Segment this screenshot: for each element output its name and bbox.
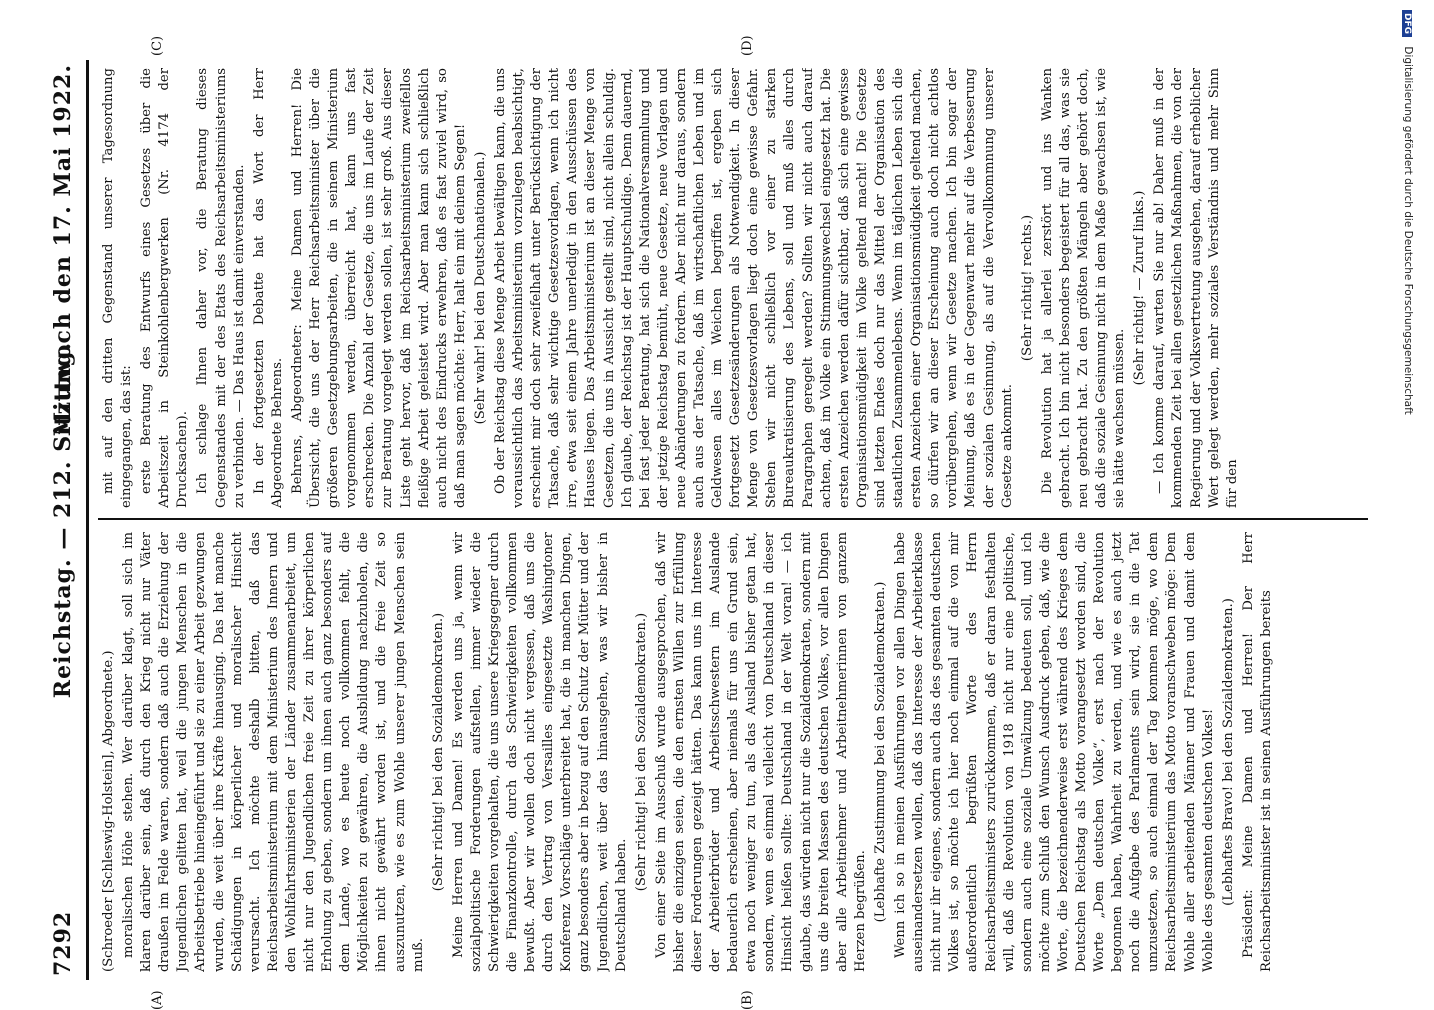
page-header xyxy=(40,60,89,980)
page-number: 7292 xyxy=(50,910,76,976)
right_column-paragraph: Die Revolution hat ja allerlei zerstört und ins Wanken gebracht. Ich bin nicht besonders begeistert für all das, was sie neu gebracht hat. Zu den größten Mängeln aber gehört doch, daß die soziale Gesinnung nicht in dem Maße gewachsen ist, wie sie hätte wachsen müssen. xyxy=(1039,68,1128,508)
left_column-paragraph: (Lebhaftes Bravo! bei den Sozialdemokraten.) xyxy=(1220,598,1236,906)
right_column-paragraph: In der fortgesetzten Debatte hat das Wort der Herr Abgeordnete Behrens. xyxy=(251,68,285,508)
right_column-paragraph: Ob der Reichstag diese Menge Arbeit bewältigen kann, die uns voraussichtlich das Arbeitsministerium vorzulegen beabsichtigt, erscheint mir doch sehr zweifelhaft unter Berücksichtigung der Tatsache, daß sehr wichtige Gesetzesvorlagen, wenn ich nicht irre, etwa seit einem Jahre unerledigt in den Ausschüssen des Hauses liegen. Das Arbeitsministerium ist an dieser Menge von Gesetzen, die uns in Aussicht gestellt sind, nicht allein schuldig. Ich glaube, der Reichstag ist der Hauptschuldige. Denn dauernd, bei fast jeder Beratung, hat sich die Nationalversammlung und der jetzige Reichstag bemüht, neue Gesetze, neue Vorlagen und neue Abänderungen zu fordern. Aber nicht nur daraus, sondern auch aus der Tatsache, daß im wirtschaftlichen Leben und im Geldwesen alles im Weichen begriffen ist, ergeben sich fortgesetzt Gesetzesänderungen als Notwendigkeit. In dieser Menge von Gesetzesvorlagen liegt doch eine gewisse Gefahr. Stehen wir nicht schließlich vor einer zu starken Bureaukratisierung des Lebens, soll und muß alles durch Paragraphen geregelt werden? Sollten wir nicht auch darauf achten, daß im Volke ein Stimmungswechsel eingesetzt hat. Die ersten Anzeichen werden dafür sichtbar, daß sich eine gewisse Organisationsmüdigkeit im Volke geltend macht! Die Gesetze sind letzten Endes doch nur das Mittel der Organisation des staatlichen Zusammenlebens. Wenn im täglichen Leben sich die ersten Anzeichen einer Organisationsmüdigkeit geltend machen, so dürfen wir an dieser Erscheinung auch doch nicht achtlos vorübergehen, wenn wir Gesetze machen. Ich bin sogar der Meinung, daß es in der Gegenwart mehr auf die Verbesserung der sozialen Gesinnung, als auf die Vervollkommnung unserer Gesetze ankommt. xyxy=(492,68,1015,508)
right_column-paragraph: — Ich komme darauf, warten Sie nur ab! Daher muß in der kommenden Zeit bei allen gesetzlichen Maßnahmen, die von der Regierung und der Volksvertretung ausgehen, darauf erheblicher Wert gelegt werden, mehr soziales Verständnis und mehr Sinn für den xyxy=(1152,68,1240,508)
margin-mark-b: (B) xyxy=(740,990,755,1010)
left_column-paragraph: (Schroeder [Schleswig-Holstein], Abgeordnete.) xyxy=(101,650,116,972)
left_column-paragraph: (Sehr richtig! bei den Sozialdemokraten.) xyxy=(633,612,649,892)
right_column-paragraph: (Sehr wahr! bei den Deutschnationalen.) xyxy=(472,151,488,425)
column-divider xyxy=(98,518,1368,520)
page-title: Reichstag. — 212. Sitzung. xyxy=(50,341,76,699)
rotated-print-area xyxy=(40,35,1375,1010)
margin-mark-d: (D) xyxy=(740,35,755,56)
margin-mark-a: (A) xyxy=(150,990,165,1010)
left_column-paragraph: Meine Herren und Damen! Es werden uns ja, wenn wir sozialpolitische Forderungen aufstellen, immer wieder die Schwierigkeiten vorgehalten, die uns unsere Kriegsgegner durch die Finanzkontrolle, durch das Schwierigkeiten vollkommen bewußt. Aber wir wollen doch nicht vergessen, daß uns die durch den Vertrag von Versailles eingesetzte Washingtoner Konferenz Vorschläge unterbreitet hat, die in manchen Dingen, ganz besonders aber in bezug auf den Schutz der Mütter und der Jugendlichen, weit über das hinausgehen, was wir bisher in Deutschland haben. xyxy=(450,532,629,972)
right-column xyxy=(100,68,1370,508)
left-column xyxy=(100,532,1370,972)
right_column-paragraph: (Sehr richtig! — Zuruf links.) xyxy=(1132,190,1148,386)
right_column-paragraph: (Sehr richtig! rechts.) xyxy=(1019,214,1035,362)
digitization-note xyxy=(1400,10,1414,990)
left_column-paragraph: Von einer Seite im Ausschuß wurde ausgesprochen, daß wir bisher die einzigen seien, die den ernsten Willen zur Erfüllung dieser Forderungen gezeigt hätten. Das kann uns im Interesse der Arbeiterbrüder und Arbeitsschwestern im Auslande bedauerlich erscheinen, aber niemals für uns ein Grund sein, etwa noch weniger zu tun, als das Ausland bisher getan hat, sondern, wenn es einmal vielleicht von Deutschland in dieser Hinsicht heißen sollte: Deutschland in der Welt voran! — ich glaube, das würden nicht nur die Sozialdemokraten, sondern mit uns die breiten Massen des deutschen Volkes, vor allen Dingen aber alle Arbeitnehmer und Arbeitnehmerinnen von ganzem Herzen begrüßen. xyxy=(653,532,868,972)
right_column-paragraph: Ich schlage Ihnen daher vor, die Beratung dieses Gegenstandes mit der des Etats des Reichsarbeitsministeriums zu verbinden. — Das Haus ist damit einverstanden. xyxy=(195,68,247,508)
right_column-paragraph: mit auf den dritten Gegenstand unserer Tagesordnung eingegangen, das ist: xyxy=(101,68,135,508)
right_column-paragraph: erste Beratung des Entwurfs eines Gesetzes über die Arbeitszeit in Steinkohlenbergwerken (Nr. 4174 der Drucksachen). xyxy=(139,68,191,508)
left_column-paragraph: (Sehr richtig! bei den Sozialdemokraten.) xyxy=(430,612,446,892)
digitization-text: Digitalisierung gefördert durch die Deutsche Forschungsgemeinschaft xyxy=(1402,46,1414,415)
left_column-paragraph: (Lebhafte Zustimmung bei den Sozialdemokraten.) xyxy=(872,581,888,923)
right_column-paragraph: Behrens, Abgeordneter: Meine Damen und Herren! Die Übersicht, die uns der Herr Reichsarbeitsminister über die größeren Gesetzgebungsarbeiten, die in seinem Ministerium vorgenommen werden, überreicht hat, kann uns fast erschrecken. Die Anzahl der Gesetze, die uns im Laufe der Zeit zur Beratung vorgelegt werden sollen, ist sehr groß. Aus dieser Liste geht hervor, daß im Reichsarbeitsministerium zweifellos fleißige Arbeit geleistet wird. Aber man kann sich schließlich auch nicht des Eindrucks erwehren, daß es fast zuviel wird, so daß man sagen möchte: Herr, halt ein mit deinem Segen! xyxy=(289,68,468,508)
page-date: Mittwoch den 17. Mai 1922. xyxy=(50,64,76,437)
left_column-paragraph: Präsident: Meine Damen und Herren! Der Herr Reichsarbeitsminister ist in seinen Ausführungen bereits xyxy=(1240,532,1274,972)
dfg-logo: DFG xyxy=(1402,10,1412,37)
margin-mark-c: (C) xyxy=(150,35,165,56)
left_column-paragraph: moralischen Höhe stehen. Wer darüber klagt, soll sich im klaren darüber sein, daß durch den Krieg nicht nur Väter draußen im Felde waren, sondern daß auch die Erziehung der Jugendlichen gelitten hat, weil die jungen Menschen in die Arbeitsbetriebe hineingeführt und sie zu einer Arbeit gezwungen wurden, die weit über ihre Kräfte hinausging. Das hat manche Schädigungen in körperlicher und moralischer Hinsicht verursacht. Ich möchte deshalb bitten, daß das Reichsarbeitsministerium mit dem Ministerium des Innern und den Wohlfahrtsministerien der Länder zusammenarbeitet, um nicht nur den Jugendlichen freie Zeit zu ihrer körperlichen Erholung zu geben, sondern um ihnen auch ganz besonders auf dem Lande, wo es heute noch vollkommen fehlt, die Möglichkeiten zu gewähren, die Ausbildung nachzuholen, die ihnen nicht gewährt worden ist, und die freie Zeit so auszunutzen, wie es zum Wohle unserer jungen Menschen sein muß. xyxy=(121,532,426,972)
left_column-paragraph: Wenn ich so in meinen Ausführungen vor allen Dingen habe auseinandersetzen wollen, daß das Interesse der Arbeiterklasse nicht nur ihr eigenes, sondern auch das des gesamten deutschen Volkes ist, so möchte ich hier noch einmal auf die von mir außerordentlich begrüßten Worte des Herrn Reichsarbeitsministers zurückkommen, daß er daran festhalten will, daß die Revolution von 1918 nicht nur eine politische, sondern auch eine soziale Umwälzung bedeuten soll, und ich möchte zum Schluß den Wunsch Ausdruck geben, daß, wie die Worte, die bezeichnenderweise erst während des Krieges dem Deutschen Reichstag als Motto vorangesetzt worden sind, die Worte „Dem deutschen Volke“, erst nach der Revolution begonnen haben, Wahrheit zu werden, und wie es auch jetzt noch die Aufgabe des Parlaments sein wird, sie in die Tat umzusetzen, so auch einmal der Tag kommen möge, wo dem Reichsarbeitsministerium das Motto voranschweben möge: Dem Wohle aller arbeitenden Männer und Frauen und damit dem Wohle des gesamten deutschen Volkes! xyxy=(893,532,1216,972)
